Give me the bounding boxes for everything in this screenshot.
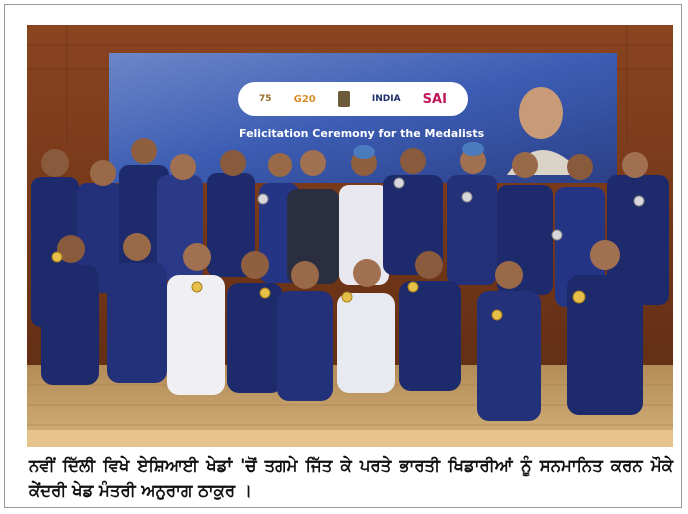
photo-caption: ਨਵੀਂ ਦਿੱਲੀ ਵਿਖੇ ਏਸ਼ਿਆਈ ਖੇਡਾਂ 'ਚੋਂ ਤਗਮੇ ਜਿੱਤ ਕੇ ਪਰਤੇ ਭਾਰਤੀ ਖਿਡਾਰੀਆਂ ਨੂੰ ਸਨਮਾਨਿਤ ਕਰਨ ਮੌਕੇ ਕੇਂਦਰੀ ਖੇਡ ਮੰਤਰੀ ਅਨੁਰਾਗ ਠਾਕੁਰ । — [29, 456, 673, 500]
g20-logo: G20 — [293, 93, 316, 105]
clipping-frame — [4, 4, 682, 508]
azadi-75-logo: 75 — [259, 94, 272, 104]
sai-logo: SAI — [422, 91, 447, 107]
news-photo — [27, 25, 673, 447]
team-india-logo: INDIA — [371, 94, 401, 104]
banner-logo-strip — [238, 82, 468, 116]
national-emblem-icon — [338, 91, 350, 107]
banner-title: Felicitation Ceremony for the Medalists — [239, 127, 485, 140]
